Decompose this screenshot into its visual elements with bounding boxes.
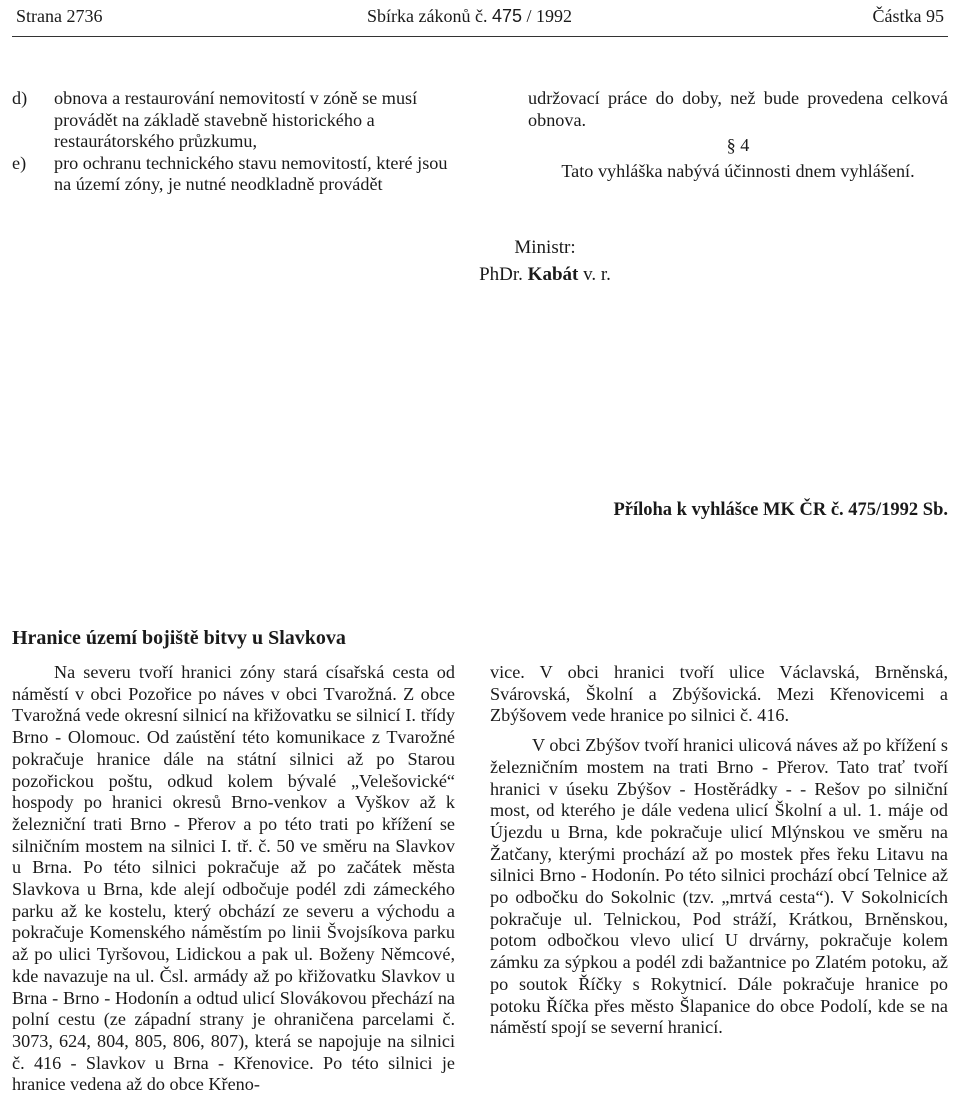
- section-number: § 4: [726, 135, 750, 155]
- signature-role: Ministr:: [514, 237, 576, 258]
- list-item-e: [12, 153, 467, 196]
- list-label: d): [12, 88, 28, 108]
- page-number: Strana 2736: [16, 6, 103, 26]
- section-heading: Hranice území bojiště bitvy u Slavkova: [12, 627, 346, 649]
- signature-suffix: v. r.: [583, 264, 611, 285]
- law-year: / 1992: [526, 6, 573, 26]
- page-header: [12, 4, 948, 32]
- top-right-column: [528, 88, 948, 182]
- collection-title: [367, 4, 572, 28]
- top-left-column: [12, 88, 467, 196]
- body-paragraph: vice. V obci hranici tvoří ulice Václavská, Brněnská, Svárovská, Školní a Zbýšovická. Mezi Křenovicemi a Zbýšovem vede hranice po silnici č. 416.: [490, 662, 948, 726]
- law-number: 475: [491, 6, 523, 26]
- list-label: e): [12, 152, 27, 173]
- part-number: Částka 95: [872, 6, 944, 26]
- body-left-column: [12, 662, 455, 1096]
- body-paragraph: V obci Zbýšov tvoří hranici ulicová náves až po křížení s železničním mostem na trati Brno - Přerov. Tato trať tvoří hranici v úseku Zbýšov - Hostěrádky - - Rešov po silniční most, od kterého je dále vedena ulicí Školní a ul. 1. máje od Újezdu u Brna, kde pokračuje ulicí Mlýnskou ve směru na Žatčany, kterými prochází až po mostek přes řeku Litavu na silnici Brno - Hodonín. Po této silnici prochází obcí Telnice až po odbočku do Sokolnic (tzv. „mrtvá cesta“). V Sokolnicích pokračuje ul. Telnickou, Pod stráží, Krátkou, Brněnskou, potom odbočkou vlevo ulicí U drvárny, pokračuje kolem zámku za sýpkou a podél zdi bažantnice po Zlatém potoku, až po soutok Říčky s Rokytnicí. Dále pokračuje hranice po potoku Říčka přes město Šlapanice do obce Podolí, kde se na náměstí spojí se severní hranicí.: [490, 735, 948, 1038]
- signature-line: [0, 261, 960, 288]
- list-text: obnova a restaurování nemovitostí v zóně se musí provádět na základě stavebně historického a restaurátorského průzkumu,: [54, 88, 418, 151]
- continuation-text: udržovací práce do doby, než bude provedena celková obnova.: [528, 88, 948, 130]
- header-divider: [12, 36, 948, 37]
- annex-title: Příloha k vyhlášce MK ČR č. 475/1992 Sb.: [613, 500, 948, 520]
- body-paragraph: Na severu tvoří hranici zóny stará císařská cesta od náměstí v obci Pozořice po náves v obci Tvarožná. Z obce Tvarožná vede okresní silnicí na křižovatku se silnicí I. třídy Brno - Olomouc. Od zaústění této komunikace z Tvarožné pokračuje hranice dále na státní silnici až po Starou pozořickou poštu, odkud kolem bývalé „Velešovické“ hospody po hranici okresů Brno-venkov a Vyškov až k železniční trati Brno - Přerov a po této trati po křížení se silničním mostem na silnici I. tř. č. 50 ve směru na Slavkov u Brna. Po této silnici pokračuje až po začátek města Slavkova u Brna, kde alejí odbočuje podél zdi zámeckého parku až ke kostelu, který obchází ze severu a východu a pokračuje Komenského náměstím po linii Švojsíkova parku až po ulici Tyršovou, Lidickou a pak ul. Boženy Němcové, kde navazuje na ul. Čsl. armády až po křižovatku Slavkov u Brna - Brno - Hodonín a odtud ulicí Slovákovou přechází na polní cestu (ze západní strany je ohraničena parcelami č. 3073, 624, 804, 805, 806, 807), která se napojuje na silnici č. 416 - Slavkov u Brna - Křenovice. Po této silnici je hranice vedena až do obce Křeno-: [12, 662, 455, 1095]
- minister-name: Kabát: [527, 264, 579, 285]
- name-prefix: PhDr.: [479, 264, 523, 285]
- effect-clause: Tato vyhláška nabývá účinnosti dnem vyhlášení.: [561, 160, 915, 181]
- collection-prefix: Sbírka zákonů č.: [367, 6, 488, 26]
- list-item-d: [12, 88, 467, 153]
- signature-block: [0, 234, 960, 288]
- body-right-column: [490, 662, 948, 1039]
- list-text: pro ochranu technického stavu nemovitostí, které jsou na území zóny, je nutné neodkladně provádět: [54, 152, 448, 194]
